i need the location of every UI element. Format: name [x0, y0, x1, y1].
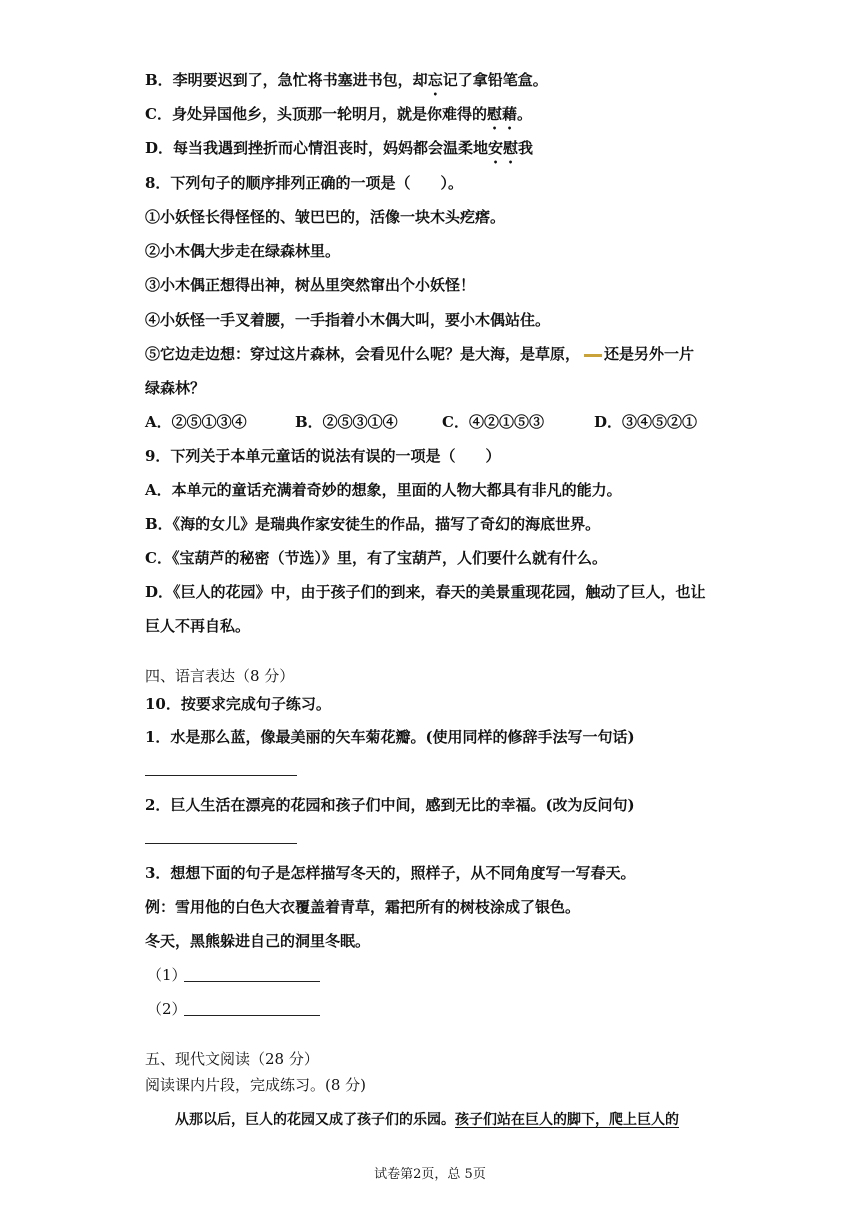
section-4-heading: 四、语言表达（8 分） — [145, 667, 295, 685]
q9-option-d-cont: 巨人不再自私。 — [145, 617, 251, 635]
q10-winter-sentence: 冬天，黑熊躲进自己的洞里冬眠。 — [145, 932, 371, 950]
answer-line-2[interactable] — [145, 843, 297, 844]
q10-question: 10．按要求完成句子练习。 — [145, 695, 331, 713]
section-5-heading: 五、现代文阅读（28 分） — [145, 1050, 319, 1068]
q7-option-c-dotted: 慰藉 — [486, 105, 517, 123]
answer-line-3[interactable] — [184, 981, 320, 982]
q7-option-b-tail: 记了拿铅笔盒。 — [442, 71, 548, 89]
q10-example: 例：雪用他的白色大衣覆盖着青草，霜把所有的树枝涂成了银色。 — [145, 898, 581, 916]
q7-option-c — [145, 104, 532, 133]
q8-option-b: B．②⑤③①④ — [295, 413, 398, 431]
page-footer: 试卷第2页，总 5页 — [374, 1167, 486, 1182]
q8-question: 8．下列句子的顺序排列正确的一项是（ ）。 — [145, 174, 463, 192]
answer-line-4[interactable] — [184, 1015, 320, 1016]
q7-option-d-dotted: 安慰 — [488, 139, 519, 157]
q7-option-b — [145, 70, 548, 99]
q7-option-b-text: B．李明要迟到了，急忙将书塞进书包，却 — [145, 71, 428, 89]
q7-option-d — [145, 138, 533, 167]
blank-label-1: （1） — [147, 966, 187, 984]
q7-option-c-tail: 。 — [516, 105, 532, 123]
q9-option-b: B．《海的女儿》是瑞典作家安徒生的作品，描写了奇幻的海底世界。 — [145, 515, 601, 533]
passage-line — [175, 1110, 679, 1130]
q9-option-c: C．《宝葫芦的秘密（节选）》里，有了宝葫芦，人们要什么就有什么。 — [145, 549, 607, 567]
q7-option-d-text: D．每当我遇到挫折而心情沮丧时，妈妈都会温柔地 — [145, 139, 489, 157]
passage-text: 从那以后，巨人的花园又成了孩子们的乐园。 — [175, 1112, 455, 1128]
q10-item-3: 3．想想下面的句子是怎样描写冬天的，照样子，从不同角度写一写春天。 — [145, 864, 636, 882]
q9-option-d: D．《巨人的花园》中，由于孩子们的到来，春天的美景重现花园，触动了巨人，也让 — [145, 583, 706, 601]
q9-option-a: A．本单元的童话充满着奇妙的想象，里面的人物大都具有非凡的能力。 — [145, 481, 622, 499]
answer-line-1[interactable] — [145, 775, 297, 776]
q8-sentence-1: ①小妖怪长得怪怪的、皱巴巴的，活像一块木头疙瘩。 — [145, 208, 506, 226]
q8-option-a: A．②⑤①③④ — [145, 413, 247, 431]
dash-mark — [584, 354, 602, 357]
q8-option-c: C．④②①⑤③ — [442, 413, 544, 431]
section-5-intro: 阅读课内片段，完成练习。(8 分) — [145, 1076, 367, 1094]
q8-option-d: D．③④⑤②① — [594, 413, 698, 431]
blank-label-2: （2） — [147, 1000, 187, 1018]
q7-option-b-dotted: 忘 — [427, 71, 443, 89]
q7-option-c-text: C．身处异国他乡，头顶那一轮明月，就是你难得的 — [145, 105, 487, 123]
passage-underlined: 孩子们站在巨人的脚下，爬上巨人的 — [455, 1112, 679, 1128]
q10-item-1: 1．水是那么蓝，像最美丽的矢车菊花瓣。(使用同样的修辞手法写一句话) — [145, 728, 635, 746]
q8-sentence-5-tail: 还是另外一片 — [604, 345, 695, 363]
q8-sentence-5-text: ⑤它边走边想：穿过这片森林，会看见什么呢？是大海，是草原， — [145, 345, 581, 363]
q8-sentence-3: ③小木偶正想得出神，树丛里突然窜出个小妖怪！ — [145, 276, 476, 294]
q8-sentence-4: ④小妖怪一手叉着腰，一手指着小木偶大叫，要小木偶站住。 — [145, 311, 551, 329]
q8-sentence-5 — [145, 344, 694, 364]
q8-options — [145, 412, 697, 432]
q8-sentence-2: ②小木偶大步走在绿森林里。 — [145, 242, 341, 260]
q7-option-d-tail: 我 — [518, 139, 534, 157]
q8-sentence-5-cont: 绿森林？ — [145, 379, 206, 397]
q9-question: 9．下列关于本单元童话的说法有误的一项是（ ） — [145, 447, 501, 465]
q10-item-2: 2．巨人生活在漂亮的花园和孩子们中间，感到无比的幸福。(改为反问句) — [145, 796, 635, 814]
